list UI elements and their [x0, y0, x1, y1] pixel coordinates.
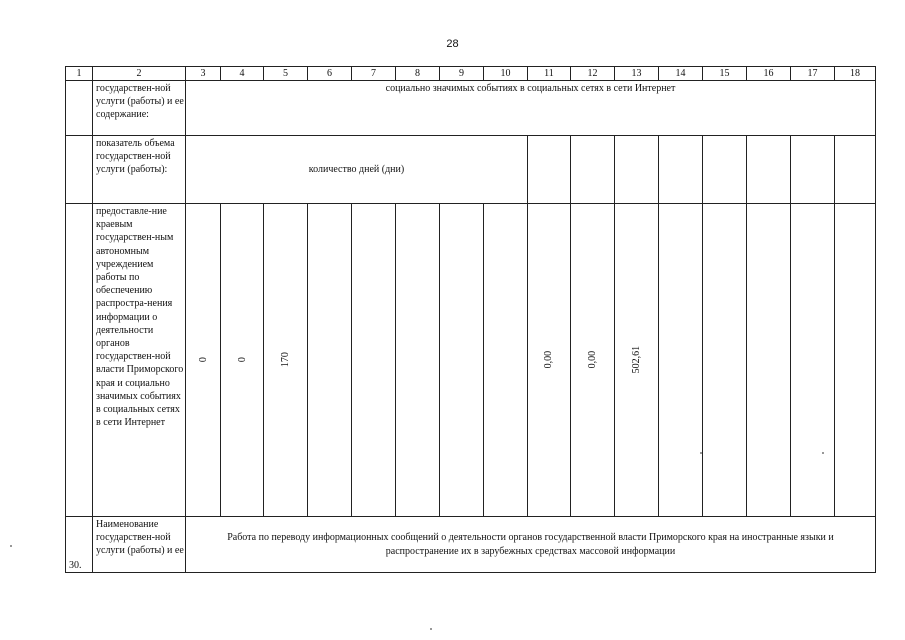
- table-row: [66, 517, 876, 573]
- empty-cell: [747, 204, 791, 517]
- empty-cell: [659, 204, 703, 517]
- header-cell: 17: [791, 67, 835, 81]
- header-cell: 8: [396, 67, 440, 81]
- empty-cell: [747, 136, 791, 204]
- header-cell: 6: [308, 67, 352, 81]
- empty-cell: [396, 204, 440, 517]
- header-cell: 10: [484, 67, 528, 81]
- header-cell: 1: [66, 67, 93, 81]
- header-cell: 3: [186, 67, 221, 81]
- merged-content-cell: Работа по переводу информационных сообщений о деятельности органов государственной власти Приморского края на иностранные языки и распространение их в зарубежных средствах массовой информации: [186, 517, 876, 573]
- empty-cell: [703, 136, 747, 204]
- header-cell: 15: [703, 67, 747, 81]
- header-cell: 14: [659, 67, 703, 81]
- empty-cell: [835, 136, 876, 204]
- empty-cell: [835, 204, 876, 517]
- header-cell: 5: [264, 67, 308, 81]
- value-text: 0: [197, 357, 209, 363]
- empty-cell: [440, 204, 484, 517]
- row-label-cell: показатель объема государствен-ной услуги (работы):: [93, 136, 186, 204]
- header-cell: 16: [747, 67, 791, 81]
- empty-cell: [703, 204, 747, 517]
- empty-cell: [484, 204, 528, 517]
- value-text: 0,00: [543, 351, 555, 369]
- header-cell: 13: [615, 67, 659, 81]
- table-row: [66, 81, 876, 136]
- header-cell: 11: [528, 67, 571, 81]
- header-cell: 12: [571, 67, 615, 81]
- value-text: 170: [279, 352, 291, 368]
- header-row: [66, 67, 876, 81]
- row-label-cell: государствен-ной услуги (работы) и ее содержание:: [93, 81, 186, 136]
- row-label-cell: предоставле-ние краевым государствен-ным автономным учреждением работы по обеспечению распростра-нения информации о деятельности органов государствен-ной власти Приморского края и социально значимых событиях в социальных сетях в сети Интернет: [93, 204, 186, 517]
- scan-speck: [10, 545, 12, 547]
- merged-content-cell: социально значимых событиях в социальных сетях в сети Интернет: [186, 81, 876, 136]
- header-cell: 4: [221, 67, 264, 81]
- value-text: 0: [236, 357, 248, 363]
- row-number-cell: [66, 136, 93, 204]
- scan-speck: [430, 628, 432, 630]
- scan-speck: [822, 452, 824, 454]
- empty-cell: [791, 204, 835, 517]
- value-cell-col5: [264, 204, 308, 517]
- scan-speck: [700, 452, 702, 454]
- empty-cell: [659, 136, 703, 204]
- empty-cell: [528, 136, 571, 204]
- value-text: 0,00: [586, 351, 598, 369]
- merged-content-cell: количество дней (дни): [186, 136, 528, 204]
- row-number-cell: [66, 81, 93, 136]
- value-cell-col3: [186, 204, 221, 517]
- header-cell: 7: [352, 67, 396, 81]
- row-number-cell: [66, 204, 93, 517]
- empty-cell: [615, 136, 659, 204]
- empty-cell: [791, 136, 835, 204]
- header-cell: 2: [93, 67, 186, 81]
- header-cell: 18: [835, 67, 876, 81]
- value-text: 502,61: [630, 346, 642, 374]
- value-cell-col12: [571, 204, 615, 517]
- services-table: [65, 66, 876, 573]
- table-row: [66, 136, 876, 204]
- empty-cell: [571, 136, 615, 204]
- row-label-cell: Наименование государствен-ной услуги (работы) и ее: [93, 517, 186, 573]
- empty-cell: [352, 204, 396, 517]
- header-cell: 9: [440, 67, 484, 81]
- row-number-cell: 30.: [66, 517, 93, 573]
- table-row: [66, 204, 876, 517]
- empty-cell: [308, 204, 352, 517]
- value-cell-col4: [221, 204, 264, 517]
- value-cell-col13: [615, 204, 659, 517]
- value-cell-col11: [528, 204, 571, 517]
- page-number: 28: [446, 38, 459, 50]
